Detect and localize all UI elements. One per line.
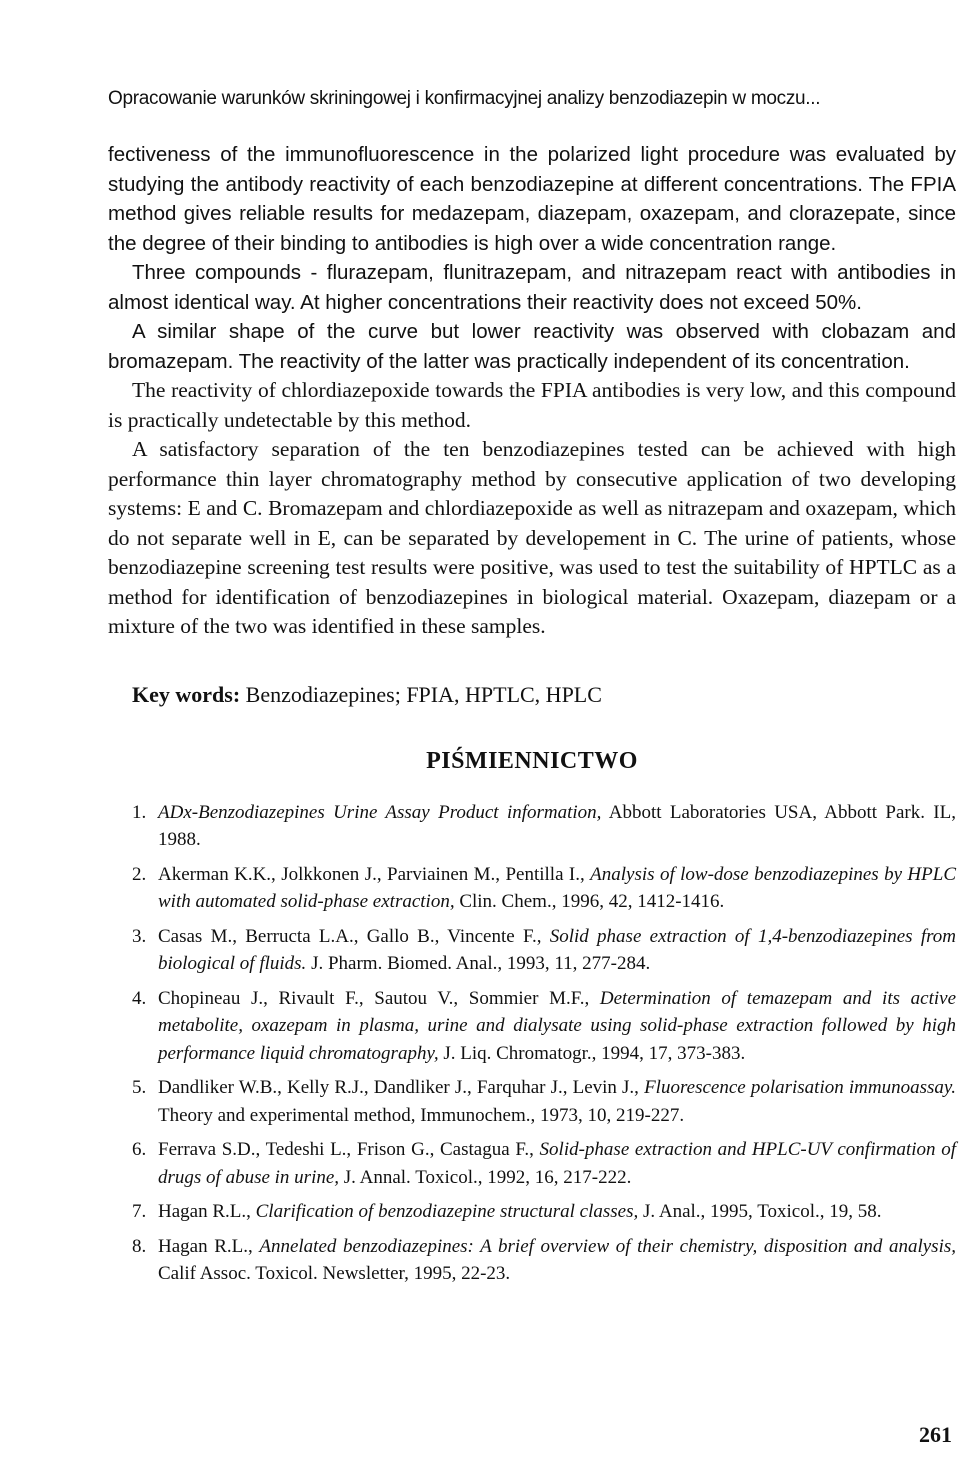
reference-title: Solid-phase extraction and HPLC-UV confirmation of drugs of abuse in urine, xyxy=(158,1139,956,1188)
reference-authors: Hagan R.L., xyxy=(158,1235,260,1257)
reference-item xyxy=(108,923,956,978)
reference-number: 7. xyxy=(132,1201,147,1222)
reference-item xyxy=(108,799,956,854)
reference-title: Fluorescence polarisation immunoassay. xyxy=(644,1077,956,1098)
reference-source: Calif Assoc. Toxicol. Newsletter, 1995, 22-23. xyxy=(158,1263,511,1284)
body-paragraph: A satisfactory separation of the ten benzodiazepines tested can be achieved with high performance thin layer chromatography method by consecutive application of two developing systems: E and C. Bromazepam and chlordiazepoxide as well as nitrazepam and oxazepam, which do not separate well in E, can be separated by developement in C. The urine of patients, whose benzodiazepine screening test results were positive, was used to test the suitability of HPTLC as a method for identification of benzodiazepines in biological material. Oxazepam, diazepam or a mixture of the two was identified in these samples. xyxy=(108,437,956,638)
keywords-line xyxy=(132,682,956,708)
reference-number: 8. xyxy=(132,1235,147,1257)
reference-title: Determination of temazepam and its active metabolite, oxazepam in plasma, urine and dialysate using solid-phase extraction followed by high performance liquid chromatography, xyxy=(158,987,957,1064)
bibliography-heading: PIŚMIENNICTWO xyxy=(426,747,638,774)
reference-source: Theory and experimental method, Immunochem., 1973, 10, 219-227. xyxy=(158,1104,685,1126)
keywords-label: Key words: xyxy=(132,681,241,707)
reference-item xyxy=(108,1074,956,1129)
reference-title: Solid phase extraction of 1,4-benzodiazepines from biological of fluids. xyxy=(158,925,957,974)
reference-number: 4. xyxy=(132,987,147,1009)
body-paragraph: A similar shape of the curve but lower reactivity was observed with clobazam and bromazepam. The reactivity of the latter was practically independent of its concentration. xyxy=(108,320,956,373)
reference-title: Analysis of low-dose benzodiazepines by HPLC with automated solid-phase extraction, xyxy=(158,863,956,912)
reference-item xyxy=(108,861,956,916)
body-paragraph: fectiveness of the immunofluorescence in the polarized light procedure was evaluated by studying the antibody reactivity of each benzodiazepine at different concentrations. The FPIA method gives reliable results for medazepam, diazepam, oxazepam, and clorazepate, since the degree of their binding to antibodies is high over a wide concentration range. xyxy=(108,143,956,255)
reference-source: J. Annal. Toxicol., 1992, 16, 217-222. xyxy=(339,1166,632,1188)
reference-number: 1. xyxy=(132,801,147,823)
document-page xyxy=(108,88,956,1295)
reference-title: Annelated benzodiazepines: A brief overview of their chemistry, disposition and analysis, xyxy=(259,1235,956,1257)
reference-source: J. Liq. Chromatogr., 1994, 17, 373-383. xyxy=(438,1042,746,1064)
page-number: 261 xyxy=(919,1422,952,1447)
reference-authors: Dandliker W.B., Kelly R.J., Dandliker J., Farquhar J., Levin J., xyxy=(158,1077,645,1098)
reference-item xyxy=(108,1198,956,1226)
body-paragraph: Three compounds - flurazepam, flunitrazepam, and nitrazepam react with antibodies in almost identical way. At higher concentrations their reactivity does not exceed 50%. xyxy=(108,261,956,314)
reference-source: J. Pharm. Biomed. Anal., 1993, 11, 277-284. xyxy=(306,953,651,974)
reference-item xyxy=(108,985,956,1068)
reference-item xyxy=(108,1136,956,1191)
reference-authors: Casas M., Berructa L.A., Gallo B., Vincente F., xyxy=(158,925,550,947)
reference-authors: Akerman K.K., Jolkkonen J., Parviainen M., Pentilla I., xyxy=(158,863,591,885)
reference-number: 3. xyxy=(132,925,147,947)
reference-source: Clin. Chem., 1996, 42, 1412-1416. xyxy=(454,891,725,912)
reference-list xyxy=(108,799,956,1288)
reference-source: Abbott Laboratories USA, Abbott Park. IL, 1988. xyxy=(158,801,956,850)
running-header: Opracowanie warunków skriningowej i konfirmacyjnej analizy benzodiazepin w moczu... xyxy=(108,88,821,109)
reference-authors: Ferrava S.D., Tedeshi L., Frison G., Castagua F., xyxy=(158,1139,540,1160)
reference-title: Clarification of benzodiazepine structural classes, xyxy=(255,1201,639,1222)
reference-title: ADx-Benzodiazepines Urine Assay Product information, xyxy=(158,801,602,823)
body-paragraph: The reactivity of chlordiazepoxide towards the FPIA antibodies is very low, and this compound is practically undetectable by this method. xyxy=(108,378,956,432)
reference-number: 6. xyxy=(132,1139,147,1160)
reference-authors: Chopineau J., Rivault F., Sautou V., Sommier M.F., xyxy=(158,987,600,1009)
reference-authors: Hagan R.L., xyxy=(158,1201,256,1222)
reference-number: 5. xyxy=(132,1077,147,1098)
reference-source: J. Anal., 1995, Toxicol., 19, 58. xyxy=(638,1201,882,1222)
reference-number: 2. xyxy=(132,863,147,885)
keywords-text: Benzodiazepines; FPIA, HPTLC, HPLC xyxy=(240,681,602,707)
reference-item xyxy=(108,1233,956,1288)
